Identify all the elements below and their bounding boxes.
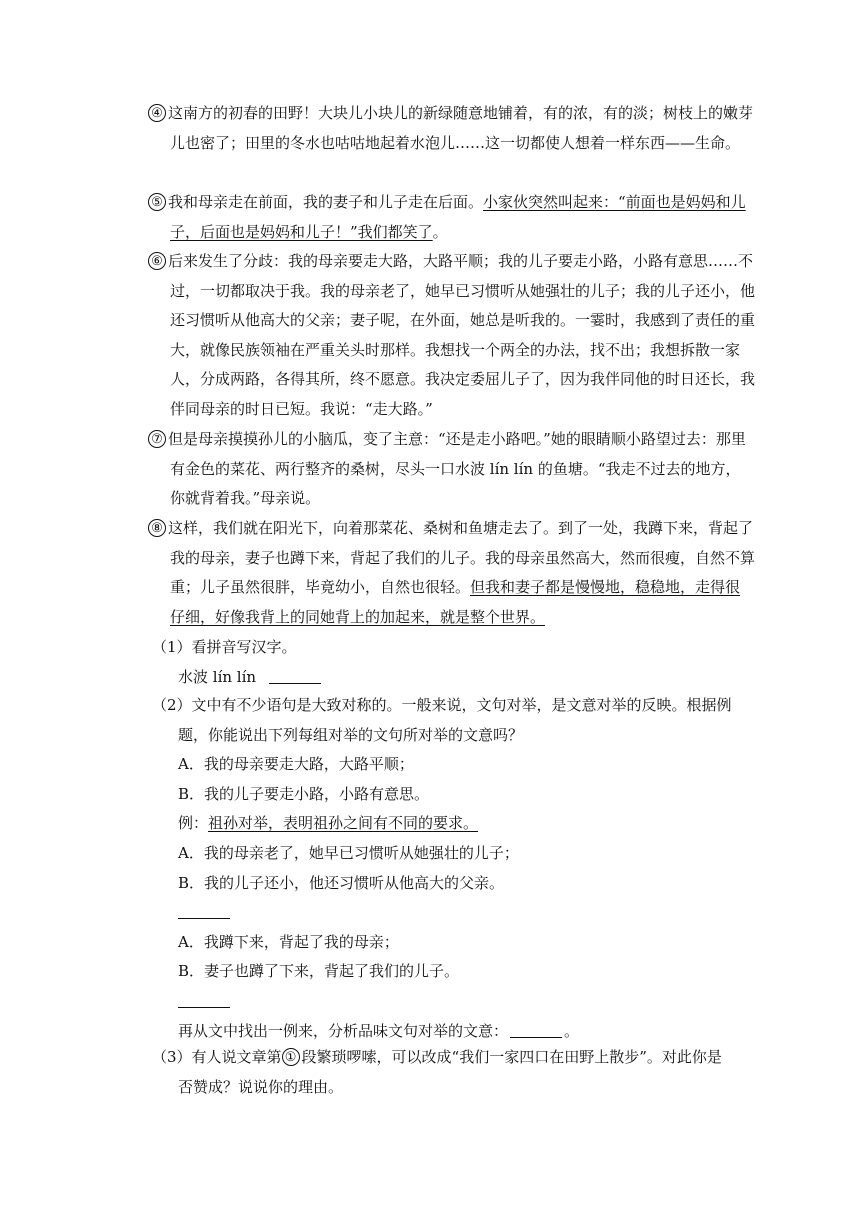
group-1-a: A．我的母亲要走大路，大路平顺； (178, 755, 414, 774)
underlined-sentence: 但我和妻子都是慢慢地，稳稳地，走得很仔细，好像我背上的同她背上的加起来，就是整个世界。 (170, 578, 741, 626)
paragraph-number: ① (282, 1048, 300, 1066)
group-2-a: A．我的母亲老了，她早已习惯听从她强壮的儿子； (178, 843, 519, 862)
question-3 (152, 1043, 733, 1102)
group-3-answer (152, 987, 733, 1017)
paragraph-text: 我和母亲走在前面，我的妻子和儿子走在后面。 (168, 193, 484, 211)
question-3-text-rest: 段繁琐啰嗦，可以改成“我们一家四口在田野上散步”。对此你是否赞成？说说你的理由。 (178, 1048, 722, 1096)
paragraph-number: ⑧ (148, 519, 166, 537)
paragraph-number: ⑤ (148, 193, 166, 211)
answer-blank[interactable] (178, 991, 230, 1008)
answer-blank[interactable] (178, 902, 230, 919)
group-2-answer (152, 898, 733, 928)
paragraph-7 (148, 425, 755, 514)
question-3-text: （3）有人说文章第 (152, 1048, 282, 1066)
example-answer: 祖孙对举，表明祖孙之间有不同的要求。 (208, 814, 479, 833)
paragraph-text: 后来发生了分歧：我的母亲要走大路，大路平顺；我的儿子要走小路，小路有意思……不过，一切都取决于我。我的母亲老了，她早已习惯听从她强壮的儿子；我的儿子还小，他还习惯听从他高大的父亲；妻子呢，在外面，她总是听我的。一霎时，我感到了责任的重大，就像民族领袖在严重关头时那样。我想找一个两全的办法，找不出；我想拆散一家人，分成两路，各得其所，终不愿意。我决定委屈儿子了，因为我伴同他的时日还长，我伴同母亲的时日已短。我说：“走大路。” (168, 252, 756, 418)
paragraph-4 (148, 99, 755, 158)
question-1 (152, 633, 737, 692)
question-2 (152, 691, 733, 1046)
paragraph-text-end: 。 (432, 222, 448, 241)
question-1-prompt (152, 663, 737, 693)
example-label: 例： (178, 814, 209, 833)
underlined-sentence: 小家伙突然叫起来：“前面也是妈妈和儿子，后面也是妈妈和儿子！”我们都笑了 (170, 193, 746, 241)
paragraph-text: 这南方的初春的田野！大块儿小块儿的新绿随意地铺着，有的浓，有的淡；树枝上的嫩芽儿也密了；田里的冬水也咕咕地起着水泡儿……这一切都使人想着一样东西——生命。 (168, 104, 754, 152)
group-2-b: B．我的儿子还小，他还习惯听从他高大的父亲。 (178, 873, 505, 892)
paragraph-6 (148, 247, 755, 425)
paragraph-number: ⑦ (148, 430, 166, 448)
question-2-label: （2）文中有不少语句是大致对称的。一般来说，文句对举，是文意对举的反映。根据例题，你能说出下列每组对举的文句所对举的文意吗？ (152, 696, 732, 744)
find-example-text: 再从文中找出一例来，分析品味文句对举的文意： (178, 1021, 509, 1040)
group-3-b: B．妻子也蹲了下来，背起了我们的儿子。 (178, 962, 460, 981)
paragraph-text: 但是母亲摸摸孙儿的小脑瓜，变了主意：“还是走小路吧。”她的眼睛顺小路望过去：那里有金色的菜花、两行整齐的桑树，尽头一口水波 lín lín 的鱼塘。“我走不过去的地方，你就背着我。”母亲说。 (168, 430, 746, 508)
paragraph-number: ⑥ (148, 252, 166, 270)
pinyin-prompt: 水波 lín lín (178, 667, 257, 686)
paragraph-number: ④ (148, 104, 166, 122)
paragraph-5 (148, 188, 755, 247)
question-1-label: （1）看拼音写汉字。 (152, 638, 297, 656)
paragraph-8 (148, 514, 755, 632)
answer-blank[interactable] (510, 1021, 562, 1038)
group-1-b: B．我的儿子要走小路，小路有意思。 (178, 784, 430, 803)
find-another-example (152, 1017, 733, 1047)
find-example-end: 。 (564, 1021, 580, 1040)
answer-blank[interactable] (269, 667, 321, 684)
paragraph-text: 这样，我们就在阳光下，向着那菜花、桑树和鱼塘走去了。到了一处，我蹲下来，背起了我的母亲，妻子也蹲下来，背起了我们的儿子。我的母亲虽然高大，然而很瘦，自然不算重；儿子虽然很胖，毕竟幼小，自然也很轻。 (168, 519, 756, 597)
group-3-a: A．我蹲下来，背起了我的母亲； (178, 932, 399, 951)
example-line (152, 809, 733, 839)
